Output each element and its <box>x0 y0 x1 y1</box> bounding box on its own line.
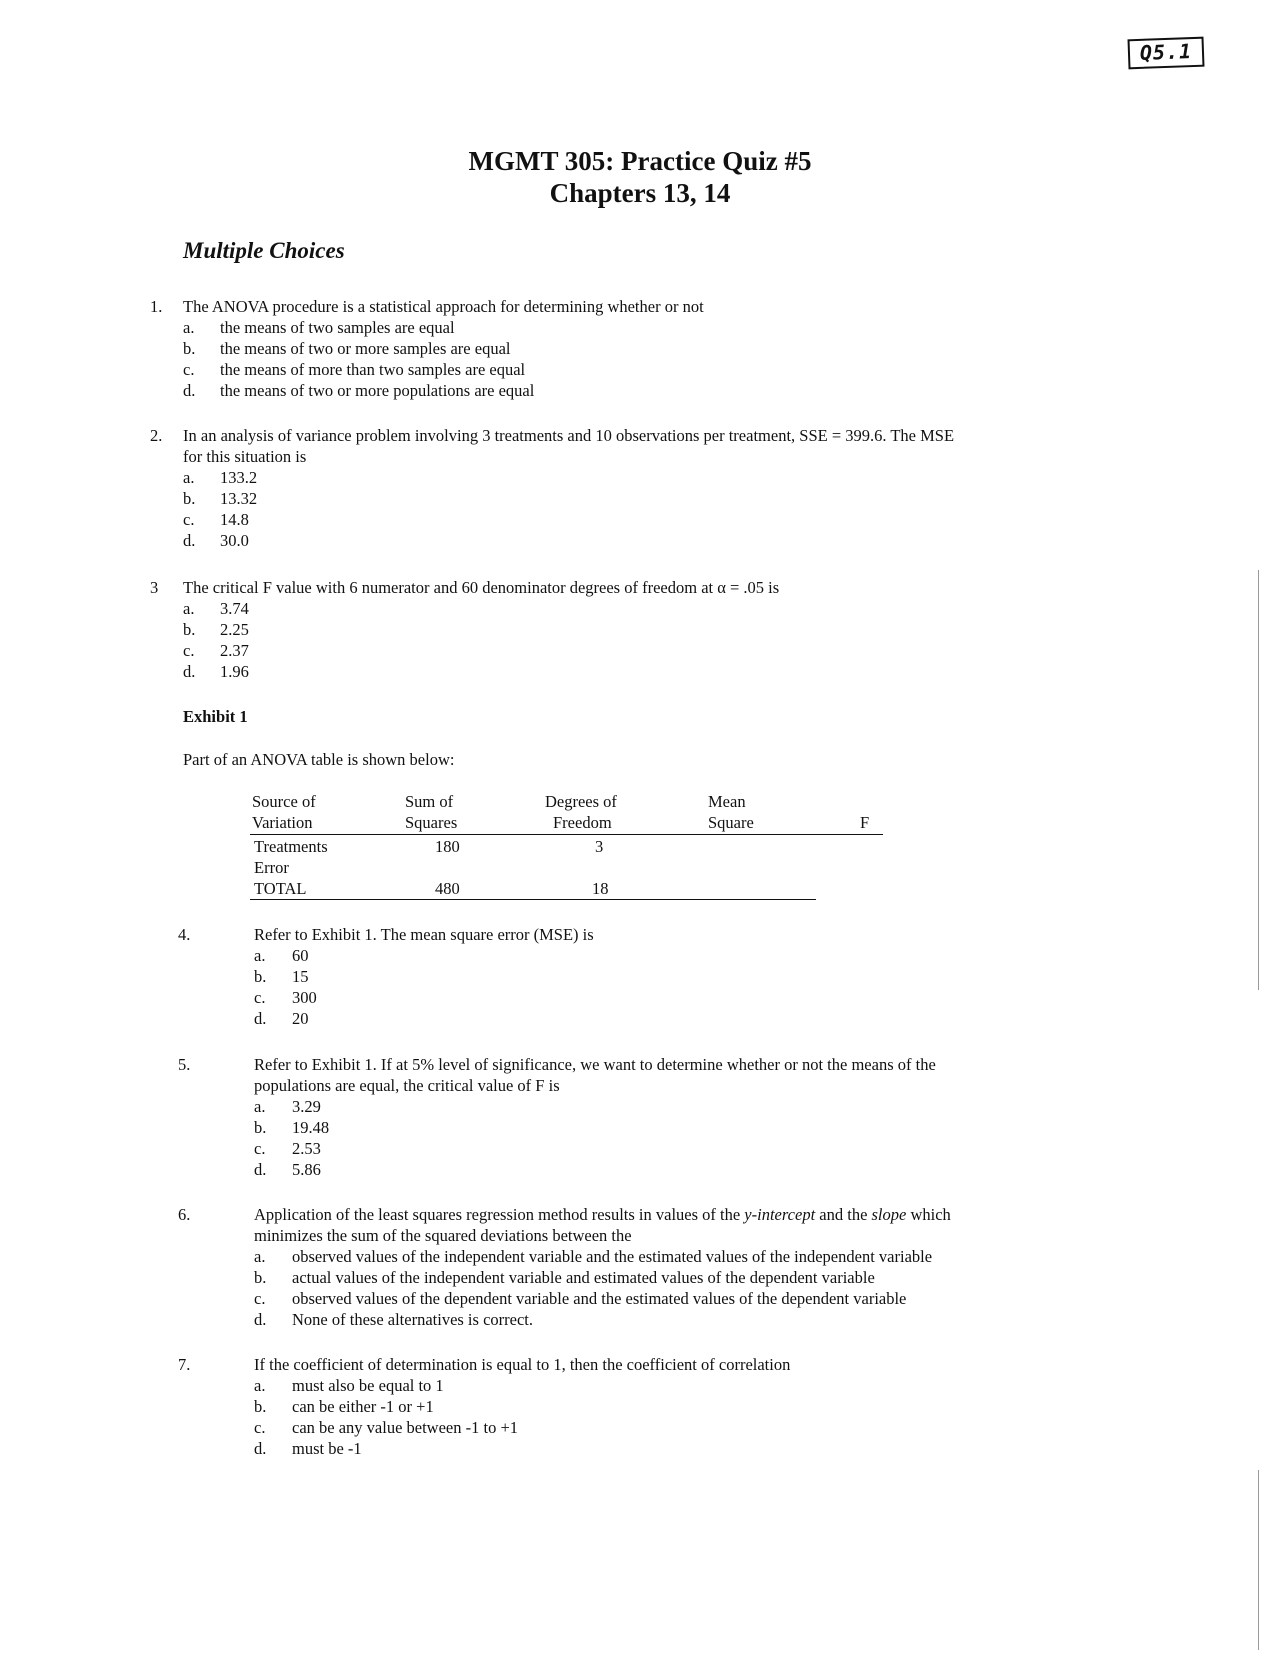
option-text: 5.86 <box>292 1160 321 1179</box>
table-header: F <box>860 813 870 832</box>
question-number: 3 <box>150 578 159 597</box>
question-text: The critical F value with 6 numerator and 60 denominator degrees of freedom at α = .05 is <box>183 578 780 597</box>
exhibit-title: Exhibit 1 <box>183 707 248 726</box>
option-letter: c. <box>254 1418 266 1437</box>
question-text: Refer to Exhibit 1. If at 5% level of significance, we want to determine whether or not the means of the <box>254 1055 936 1074</box>
option-letter: b. <box>254 1268 267 1287</box>
option-text: 13.32 <box>220 489 258 508</box>
question-number: 2. <box>150 426 163 445</box>
option-letter: a. <box>254 946 266 965</box>
table-cell: 3 <box>595 837 604 856</box>
question-number: 1. <box>150 297 163 316</box>
option-letter: a. <box>254 1247 266 1266</box>
scan-edge-line <box>1258 1470 1259 1650</box>
table-cell: TOTAL <box>254 879 307 898</box>
option-letter: c. <box>183 510 195 529</box>
option-letter: b. <box>183 620 196 639</box>
option-text: 60 <box>292 946 309 965</box>
option-letter: b. <box>183 339 196 358</box>
option-letter: d. <box>183 662 196 681</box>
option-text: must also be equal to 1 <box>292 1376 444 1395</box>
question-text: Refer to Exhibit 1. The mean square error (MSE) is <box>254 925 594 944</box>
scan-edge-line <box>1258 570 1259 990</box>
question-text: In an analysis of variance problem involving 3 treatments and 10 observations per treatment, SSE = 399.6. The MSE <box>183 426 955 445</box>
header-rule <box>250 834 883 835</box>
question-number: 4. <box>178 925 191 944</box>
option-letter: a. <box>183 599 195 618</box>
option-text: the means of two or more populations are equal <box>220 381 535 400</box>
option-text: 19.48 <box>292 1118 330 1137</box>
option-text: 1.96 <box>220 662 249 681</box>
question-text: populations are equal, the critical value of F is <box>254 1076 560 1095</box>
question-text: for this situation is <box>183 447 307 466</box>
question-text: The ANOVA procedure is a statistical approach for determining whether or not <box>183 297 704 316</box>
option-letter: d. <box>183 381 196 400</box>
option-letter: d. <box>254 1439 267 1458</box>
table-header: Sum of <box>405 792 454 811</box>
table-cell: Error <box>254 858 289 877</box>
option-text: observed values of the dependent variable and the estimated values of the dependent variable <box>292 1289 907 1308</box>
option-text: 30.0 <box>220 531 249 550</box>
question-number: 6. <box>178 1205 191 1224</box>
option-text: observed values of the independent variable and the estimated values of the independent variable <box>292 1247 933 1266</box>
option-text: actual values of the independent variable and estimated values of the dependent variable <box>292 1268 875 1287</box>
table-header: Squares <box>405 813 458 832</box>
option-text: can be either -1 or +1 <box>292 1397 434 1416</box>
table-header: Source of <box>252 792 316 811</box>
option-text: 300 <box>292 988 317 1007</box>
section-heading: Multiple Choices <box>183 238 345 263</box>
option-letter: d. <box>254 1160 267 1179</box>
option-letter: d. <box>254 1009 267 1028</box>
option-text: 2.25 <box>220 620 249 639</box>
option-letter: b. <box>254 1397 267 1416</box>
question-text: minimizes the sum of the squared deviations between the <box>254 1226 632 1245</box>
table-header: Variation <box>252 813 313 832</box>
option-letter: c. <box>254 1289 266 1308</box>
exhibit-intro: Part of an ANOVA table is shown below: <box>183 750 455 769</box>
page-title: MGMT 305: Practice Quiz #5 <box>468 146 812 176</box>
option-letter: b. <box>254 1118 267 1137</box>
option-text: None of these alternatives is correct. <box>292 1310 533 1329</box>
option-letter: b. <box>183 489 196 508</box>
option-text: can be any value between -1 to +1 <box>292 1418 519 1437</box>
table-cell: Treatments <box>254 837 328 856</box>
table-header: Mean <box>708 792 746 811</box>
question-number: 5. <box>178 1055 191 1074</box>
table-header: Freedom <box>553 813 612 832</box>
table-header: Square <box>708 813 754 832</box>
option-text: 3.74 <box>220 599 249 618</box>
option-letter: c. <box>254 988 266 1007</box>
option-text: 15 <box>292 967 309 986</box>
option-text: 14.8 <box>220 510 249 529</box>
option-letter: c. <box>183 641 195 660</box>
table-cell: 18 <box>592 879 609 898</box>
option-text: 2.37 <box>220 641 249 660</box>
option-text: the means of more than two samples are equal <box>220 360 526 379</box>
option-text: 20 <box>292 1009 309 1028</box>
option-letter: a. <box>183 318 195 337</box>
option-text: the means of two or more samples are equal <box>220 339 511 358</box>
option-letter: d. <box>254 1310 267 1329</box>
page-subtitle: Chapters 13, 14 <box>549 178 731 208</box>
option-letter: a. <box>254 1097 266 1116</box>
question-text: If the coefficient of determination is equal to 1, then the coefficient of correlation <box>254 1355 791 1374</box>
table-header: Degrees of <box>545 792 617 811</box>
question-text: Application of the least squares regression method results in values of the y-intercept and the slope which <box>254 1205 951 1224</box>
option-text: the means of two samples are equal <box>220 318 455 337</box>
option-text: must be -1 <box>292 1439 362 1458</box>
question-number: 7. <box>178 1355 191 1374</box>
page-stamp: Q5.1 <box>1127 37 1204 70</box>
option-letter: b. <box>254 967 267 986</box>
table-cell: 180 <box>435 837 460 856</box>
option-letter: c. <box>183 360 195 379</box>
total-rule <box>250 899 816 900</box>
option-text: 2.53 <box>292 1139 321 1158</box>
option-letter: a. <box>183 468 195 487</box>
table-cell: 480 <box>435 879 460 898</box>
option-letter: a. <box>254 1376 266 1395</box>
option-letter: c. <box>254 1139 266 1158</box>
option-letter: d. <box>183 531 196 550</box>
option-text: 133.2 <box>220 468 258 487</box>
option-text: 3.29 <box>292 1097 321 1116</box>
